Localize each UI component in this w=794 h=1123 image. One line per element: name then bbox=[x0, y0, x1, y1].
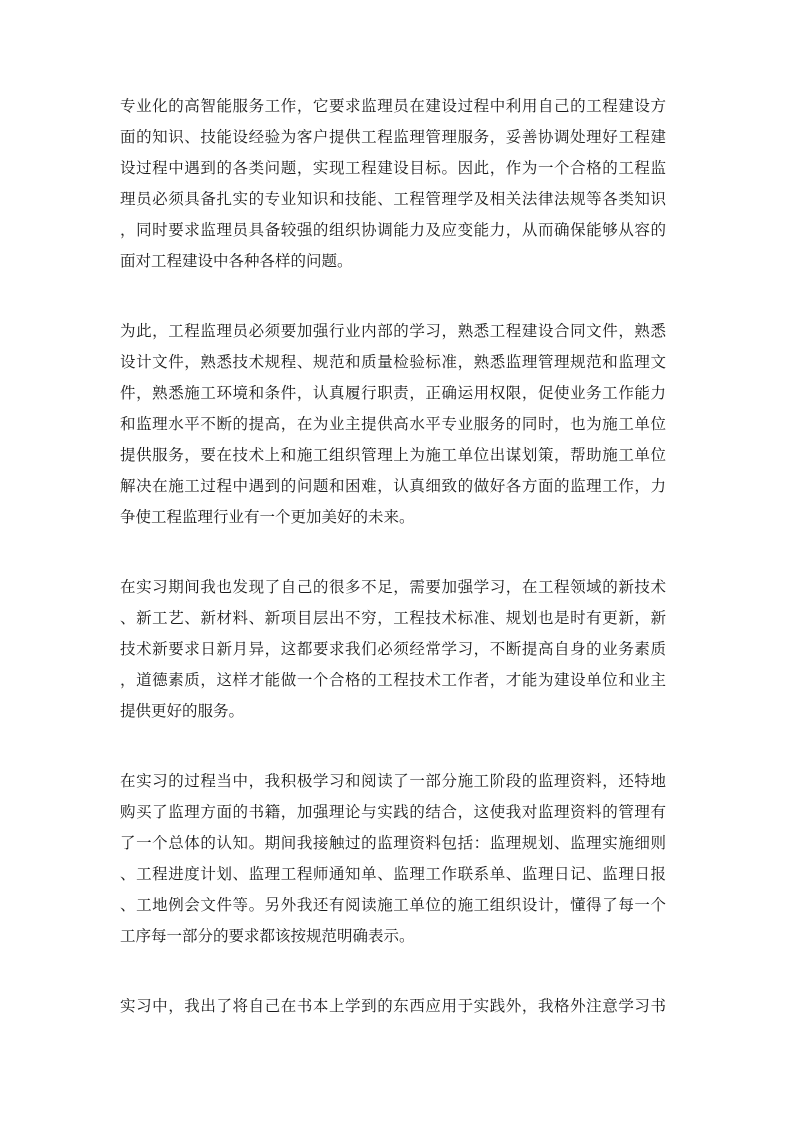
text-line: 实习中，我出了将自己在书本上学到的东西应用于实践外，我格外注意学习书 bbox=[120, 997, 666, 1015]
paragraph-3 bbox=[120, 572, 666, 727]
text-line: ，同时要求监理员具备较强的组织协调能力及应变能力，从而确保能够从容的 bbox=[120, 221, 666, 239]
paragraph-1 bbox=[120, 91, 666, 277]
text-line: 和监理水平不断的提高，在为业主提供高水平专业服务的同时，也为施工单位 bbox=[120, 415, 666, 433]
text-line: 工序每一部分的要求都该按规范明确表示。 bbox=[120, 927, 415, 945]
text-line: 理员必须具备扎实的专业知识和技能、工程管理学及相关法律法规等各类知识 bbox=[120, 190, 666, 208]
text-line: 争使工程监理行业有一个更加美好的未来。 bbox=[120, 508, 415, 526]
text-line: 、工程进度计划、监理工程师通知单、监理工作联系单、监理日记、监理日报 bbox=[120, 865, 666, 883]
text-line: 了一个总体的认知。期间我接触过的监理资料包括：监理规划、监理实施细则 bbox=[120, 834, 666, 852]
text-line: 提供更好的服务。 bbox=[120, 702, 245, 720]
text-line: 在实习的过程当中，我积极学习和阅读了一部分施工阶段的监理资料，还特地 bbox=[120, 772, 666, 790]
text-line: 、工地例会文件等。另外我还有阅读施工单位的施工组织设计，懂得了每一个 bbox=[120, 896, 666, 914]
text-line: ，道德素质，这样才能做一个合格的工程技术工作者，才能为建设单位和业主 bbox=[120, 671, 666, 689]
text-line: 设过程中遇到的各类问题，实现工程建设目标。因此，作为一个合格的工程监 bbox=[120, 159, 666, 177]
text-line: 技术新要求日新月异，这都要求我们必须经常学习，不断提高自身的业务素质 bbox=[120, 640, 666, 658]
text-line: 为此，工程监理员必须要加强行业内部的学习，熟悉工程建设合同文件，熟悉 bbox=[120, 322, 666, 340]
paragraph-4 bbox=[120, 766, 666, 952]
paragraph-2 bbox=[120, 316, 666, 533]
text-line: 件，熟悉施工环境和条件，认真履行职责，正确运用权限，促使业务工作能力 bbox=[120, 384, 666, 402]
paragraph-5 bbox=[120, 991, 666, 1022]
text-line: 提供服务，要在技术上和施工组织管理上为施工单位出谋划策，帮助施工单位 bbox=[120, 446, 666, 464]
text-line: 、新工艺、新材料、新项目层出不穷，工程技术标准、规划也是时有更新，新 bbox=[120, 609, 666, 627]
text-line: 在实习期间我也发现了自己的很多不足，需要加强学习，在工程领域的新技术 bbox=[120, 578, 666, 596]
document-page bbox=[120, 91, 666, 1061]
text-line: 解决在施工过程中遇到的问题和困难，认真细致的做好各方面的监理工作，力 bbox=[120, 477, 666, 495]
text-line: 设计文件，熟悉技术规程、规范和质量检验标准，熟悉监理管理规范和监理文 bbox=[120, 353, 666, 371]
text-line: 购买了监理方面的书籍，加强理论与实践的结合，这使我对监理资料的管理有 bbox=[120, 803, 666, 821]
text-line: 面的知识、技能设经验为客户提供工程监理管理服务，妥善协调处理好工程建 bbox=[120, 128, 666, 146]
text-line: 专业化的高智能服务工作，它要求监理员在建设过程中利用自己的工程建设方 bbox=[120, 97, 666, 115]
text-line: 面对工程建设中各种各样的问题。 bbox=[120, 252, 353, 270]
